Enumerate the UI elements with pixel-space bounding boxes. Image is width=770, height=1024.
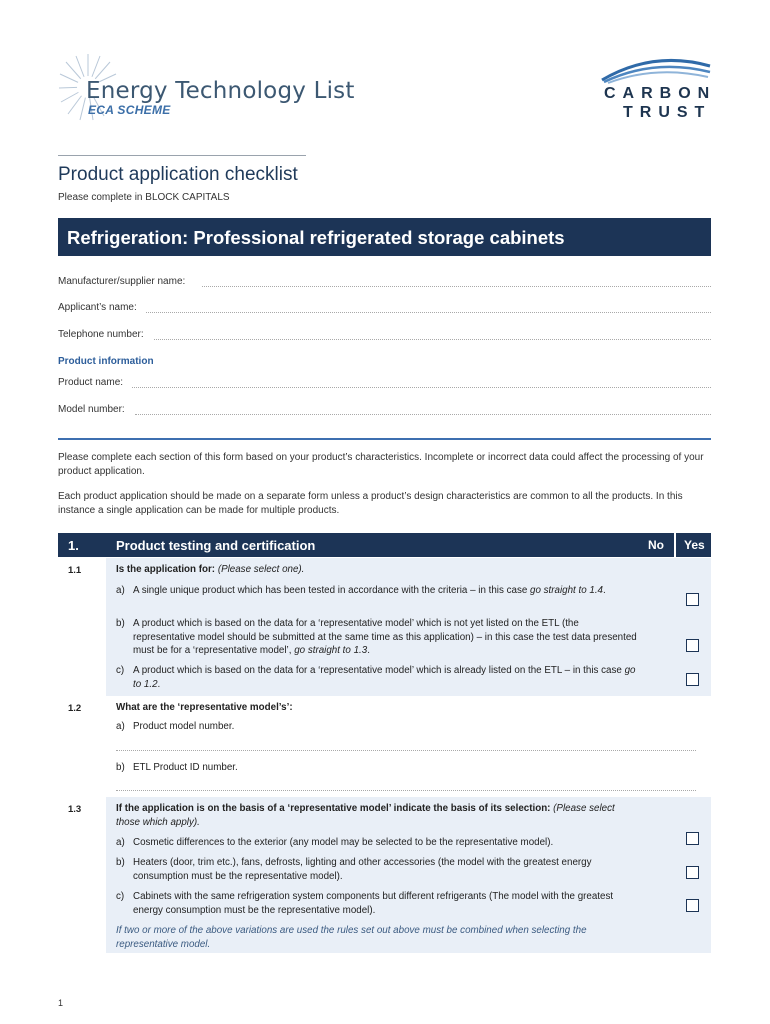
option-1-2-a-letter: a): [116, 721, 125, 732]
intro-paragraph-1: Please complete each section of this form based on your product’s characteristics. Incomplete or incorrect data could affect the processing of your product application.: [58, 452, 704, 477]
instruction-note: Please complete in BLOCK CAPITALS: [58, 192, 230, 203]
option-1-3-b-letter: b): [116, 857, 125, 868]
option-1-3-a-yes-checkbox[interactable]: [686, 832, 699, 845]
option-1-3-a-letter: a): [116, 837, 125, 848]
section-divider: [58, 438, 711, 440]
question-1-3-text: [116, 802, 641, 829]
option-1-1-a-text: A single unique product which has been tested in accordance with the criteria – in this case go straight to 1.4.: [133, 585, 606, 596]
product-information-heading: Product information: [58, 356, 154, 367]
category-banner-title: Refrigeration: Professional refrigerated storage cabinets: [67, 227, 565, 248]
question-1-3-number: 1.3: [68, 804, 82, 815]
option-1-3-c-text: Cabinets with the same refrigeration system components but different refrigerants (The model with the greatest energy consumption must be the representative model).: [133, 891, 614, 916]
option-1-1-c-body: A product which is based on the data for a ‘representative model’ which is already listed on the ETL – in this case: [133, 665, 622, 676]
question-1-3-footnote: If two or more of the above variations are used the rules set out above must be combined when selecting the representative model.: [116, 925, 587, 950]
section-number: 1.: [68, 538, 79, 553]
column-divider: [674, 533, 676, 557]
option-1-3-a-text: Cosmetic differences to the exterior (any model may be selected to be the representative model).: [133, 837, 554, 848]
representative-model-number-field[interactable]: [116, 750, 696, 751]
option-1-1-b-yes-checkbox[interactable]: [686, 639, 699, 652]
etl-product-id-field[interactable]: [116, 790, 696, 791]
option-1-3-b-text: Heaters (door, trim etc.), fans, defrosts, lighting and other accessories (the model with the greatest energy consumption must be the representative model).: [133, 857, 592, 882]
brand-name-line1: CARBON: [604, 85, 717, 102]
option-1-1-a-yes-checkbox[interactable]: [686, 593, 699, 606]
option-1-2-a-text: Product model number.: [133, 721, 235, 732]
option-1-1-c-instruction: go to 1.2: [133, 665, 636, 690]
question-1-2-number: 1.2: [68, 703, 82, 714]
etl-title: Energy Technology List: [86, 78, 355, 104]
option-1-2-b-letter: b): [116, 762, 125, 773]
option-1-1-a-letter: a): [116, 585, 125, 596]
question-1-1-number: 1.1: [68, 565, 82, 576]
section-title: Product testing and certification: [116, 538, 316, 553]
intro-paragraph-2: Each product application should be made on a separate form unless a product’s design characteristics are common to all the products. In this instance a single application can be made for multiple products.: [58, 491, 683, 516]
option-1-3-c-yes-checkbox[interactable]: [686, 899, 699, 912]
document-title: Product application checklist: [58, 164, 298, 185]
manufacturer-field[interactable]: [202, 286, 711, 287]
product-name-label: Product name:: [58, 377, 124, 388]
manufacturer-label: Manufacturer/supplier name:: [58, 276, 186, 287]
question-1-3-note: (Please select those which apply).: [116, 803, 615, 828]
question-1-1-text: [116, 563, 636, 577]
option-1-1-b-letter: b): [116, 618, 125, 629]
option-1-3-c-letter: c): [116, 891, 125, 902]
option-1-3-b-yes-checkbox[interactable]: [686, 866, 699, 879]
question-1-1-prompt: Is the application for:: [116, 564, 216, 575]
telephone-label: Telephone number:: [58, 329, 144, 340]
question-1-2-text: [116, 701, 636, 715]
etl-subtitle: ECA SCHEME: [88, 103, 171, 117]
option-1-1-c-letter: c): [116, 665, 125, 676]
page-number: 1: [58, 998, 64, 1008]
product-name-field[interactable]: [132, 387, 711, 388]
question-1-3-prompt: If the application is on the basis of a ‘representative model’ indicate the basis of its selection:: [116, 803, 551, 814]
question-1-2-prompt: What are the ‘representative model’s’:: [116, 702, 293, 713]
applicant-label: Applicant’s name:: [58, 302, 137, 313]
model-number-label: Model number:: [58, 404, 125, 415]
option-1-1-a-body: A single unique product which has been tested in accordance with the criteria – in this case: [133, 585, 528, 596]
model-number-field[interactable]: [135, 414, 711, 415]
telephone-field[interactable]: [154, 339, 711, 340]
option-1-2-b-text: ETL Product ID number.: [133, 762, 238, 773]
option-1-1-b-text: A product which is based on the data for a ‘representative model’ which is not yet listed on the ETL (the representative model should be submitted at the same time as this application) – in this case the test data presented must be for a ‘representative model’, go straight to 1.3.: [133, 618, 637, 656]
title-divider: [58, 155, 306, 156]
option-1-1-c-yes-checkbox[interactable]: [686, 673, 699, 686]
option-1-1-c-text: A product which is based on the data for a ‘representative model’ which is already listed on the ETL – in this case go to 1.2.: [133, 665, 636, 690]
option-1-1-a-instruction: go straight to 1.4: [530, 585, 604, 596]
option-1-1-b-instruction: go straight to 1.3: [294, 645, 368, 656]
option-1-1-b-body: A product which is based on the data for a ‘representative model’ which is not yet listed on the ETL (the representative model should be submitted at the same time as this application) – in this case the test data presented must be for a ‘representative model’,: [133, 618, 637, 656]
question-1-1-note: (Please select one).: [217, 564, 305, 575]
applicant-field[interactable]: [146, 312, 711, 313]
carbon-trust-arcs-logo: [598, 52, 713, 84]
brand-name-line2: TRUST: [623, 104, 712, 121]
column-yes-header: Yes: [684, 538, 705, 552]
column-no-header: No: [648, 538, 664, 552]
